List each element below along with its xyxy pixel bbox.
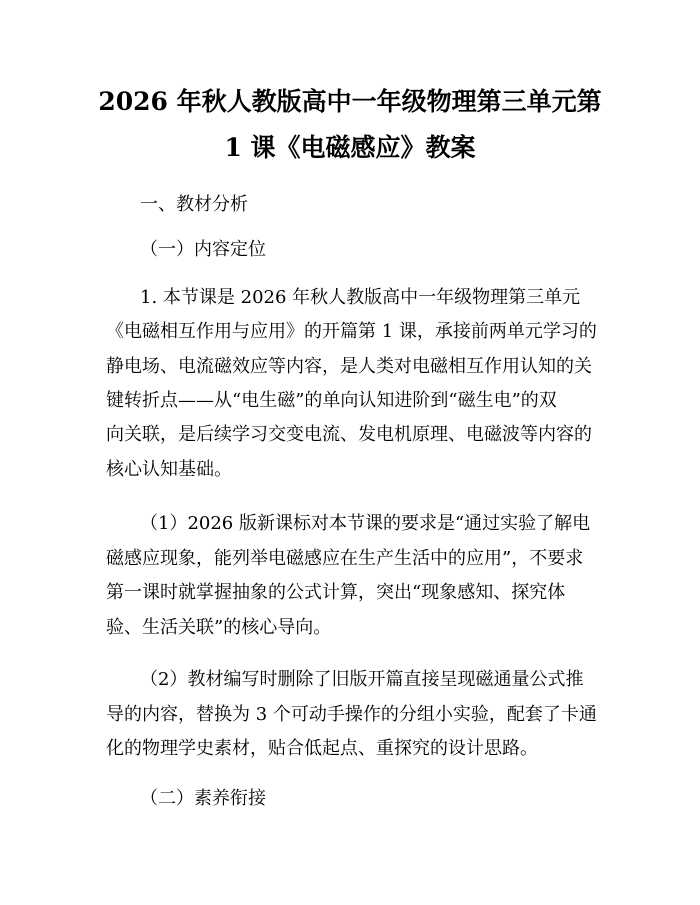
paragraph-1-line: 静电场、电流磁效应等内容，是人类对电磁相互作用认知的关 <box>106 356 592 377</box>
paragraph-3-line: 导的内容，替换为 3 个可动手操作的分组小实验，配套了卡通 <box>106 704 597 725</box>
paragraph-2-line: （1）2026 版新课标对本节课的要求是“通过实验了解电 <box>140 513 591 534</box>
paragraph-2-line: 验、生活关联”的核心导向。 <box>106 617 332 638</box>
paragraph-1-line: 向关联，是后续学习交变电流、发电机原理、电磁波等内容的 <box>106 424 592 445</box>
section-heading-textbook-analysis: 一、教材分析 <box>140 194 248 215</box>
paragraph-1-line: 1. 本节课是 2026 年秋人教版高中一年级物理第三单元 <box>140 287 581 308</box>
document-title-line-1: 2026 年秋人教版高中一年级物理第三单元第 <box>98 87 602 116</box>
document-title-line-2: 1 课《电磁感应》教案 <box>224 133 476 162</box>
paragraph-2-line: 磁感应现象，能列举电磁感应在生产生活中的应用”，不要求 <box>106 548 584 569</box>
paragraph-3-line: 化的物理学史素材，贴合低起点、重探究的设计思路。 <box>106 738 538 759</box>
paragraph-1-line: 《电磁相互作用与应用》的开篇第 1 课，承接前两单元学习的 <box>106 321 597 342</box>
paragraph-3-line: （2）教材编写时删除了旧版开篇直接呈现磁通量公式推 <box>140 669 584 690</box>
subsection-heading-content-positioning: （一）内容定位 <box>140 239 266 260</box>
paragraph-2-line: 第一课时就掌握抽象的公式计算，突出“现象感知、探究体 <box>106 582 566 603</box>
paragraph-1-line: 核心认知基础。 <box>106 459 232 480</box>
paragraph-1-line: 键转折点——从“电生磁”的单向认知进阶到“磁生电”的双 <box>106 390 557 411</box>
subsection-heading-literacy-connection: （二）素养衔接 <box>140 788 266 809</box>
